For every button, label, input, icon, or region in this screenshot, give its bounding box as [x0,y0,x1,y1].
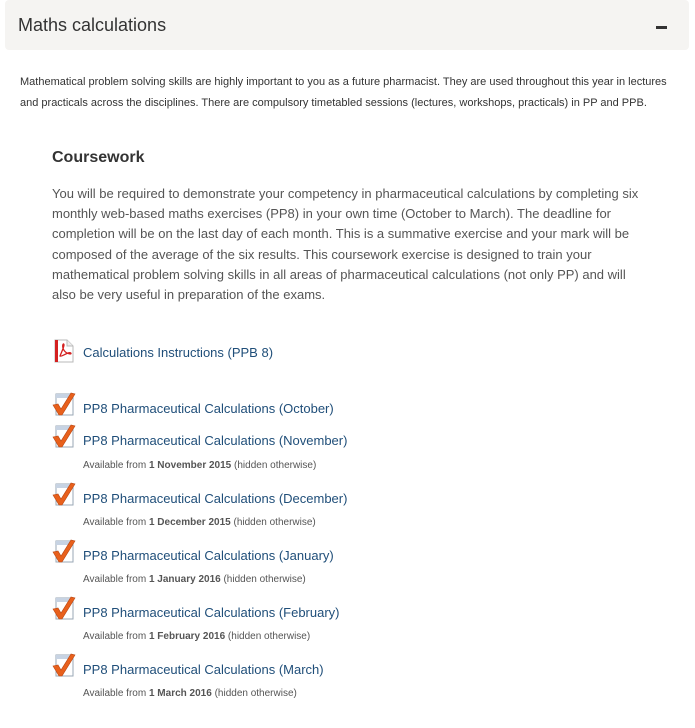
quiz-icon [52,481,76,507]
availability-suffix: (hidden otherwise) [227,631,311,642]
quiz-icon [52,423,76,449]
availability-prefix: Available from [83,688,147,699]
quiz-link[interactable]: PP8 Pharmaceutical Calculations (November) [83,433,348,448]
coursework-heading: Coursework [52,149,145,166]
availability-date: 1 November 2015 [148,460,232,471]
availability-suffix: (hidden otherwise) [214,688,297,699]
availability-note [83,460,316,471]
quiz-icon [52,595,76,621]
quiz-icon [52,391,76,417]
availability-suffix: (hidden otherwise) [223,574,306,585]
quiz-link[interactable]: PP8 Pharmaceutical Calculations (January) [83,548,334,563]
quiz-link[interactable]: PP8 Pharmaceutical Calculations (December) [83,491,348,506]
availability-date: 1 March 2016 [148,688,212,699]
availability-suffix: (hidden otherwise) [234,460,317,471]
quiz-icon [52,652,76,678]
coursework-description: You will be required to demonstrate your competency in pharmaceutical calculations by completing six monthly web-based maths exercises (PP8) in your own time (October to March). The deadline for completion will be on the last day of each month. This is a summative exercise and your mark will be composed of the average of the six results. This coursework exercise is designed to train your mathematical problem solving skills in all areas of pharmaceutical calculations (not only PP) and will also be very useful in preparation of the exams. [52,186,639,303]
availability-date: 1 December 2015 [148,517,231,528]
availability-note [83,688,297,699]
availability-prefix: Available from [83,631,147,642]
availability-note [83,574,306,585]
availability-note [83,631,310,642]
quiz-link[interactable]: PP8 Pharmaceutical Calculations (October) [83,401,334,416]
pdf-icon [52,339,76,363]
availability-date: 1 February 2016 [148,631,226,642]
availability-prefix: Available from [83,460,147,471]
section-intro: Mathematical problem solving skills are highly important to you as a future pharmacist. They are used throughout this year in lectures and practicals across the disciplines. There are compulsory timetabled sessions (lectures, workshops, practicals) in PP and PPB. [20,76,667,109]
availability-prefix: Available from [83,517,147,528]
quiz-link[interactable]: PP8 Pharmaceutical Calculations (February) [83,605,340,620]
collapse-icon[interactable] [656,26,667,29]
quiz-icon [52,538,76,564]
availability-suffix: (hidden otherwise) [233,517,316,528]
section-header[interactable] [5,0,689,50]
quiz-link[interactable]: PP8 Pharmaceutical Calculations (March) [83,662,324,677]
section-title: Maths calculations [18,15,167,35]
availability-date: 1 January 2016 [148,574,221,585]
availability-note [83,517,316,528]
availability-prefix: Available from [83,574,147,585]
resource-link[interactable]: Calculations Instructions (PPB 8) [83,345,274,360]
